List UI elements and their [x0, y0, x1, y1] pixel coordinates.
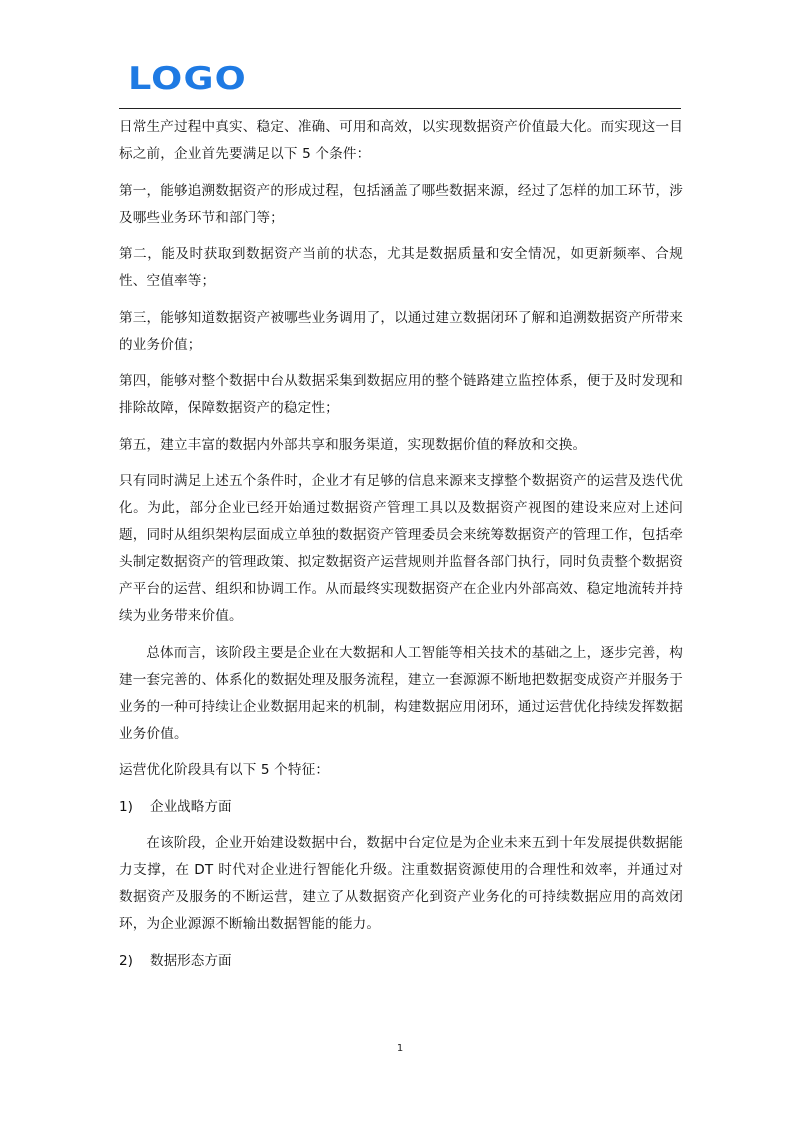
- page-number: 1: [396, 1043, 404, 1054]
- paragraph: 第四，能够对整个数据中台从数据采集到数据应用的整个链路建立监控体系，便于及时发现和排除故障，保障数据资产的稳定性；: [119, 373, 683, 416]
- paragraph: 日常生产过程中真实、稳定、准确、可用和高效，以实现数据资产价值最大化。而实现这一目标之前，企业首先要满足以下 5 个条件：: [119, 119, 683, 162]
- paragraph: 只有同时满足上述五个条件时，企业才有足够的信息来源来支撑整个数据资产的运营及迭代优化。为此，部分企业已经开始通过数据资产管理工具以及数据资产视图的建设来应对上述问题，同时从组织架构层面成立单独的数据资产管理委员会来统筹数据资产的管理工作，包括牵头制定数据资产的管理政策、拟定数据资产运营规则并监督各部门执行，同时负责整个数据资产平台的运营、组织和协调工作。从而最终实现数据资产在企业内外部高效、稳定地流转并持续为业务带来价值。: [119, 473, 683, 624]
- paragraph: 第一，能够追溯数据资产的形成过程，包括涵盖了哪些数据来源，经过了怎样的加工环节，涉及哪些业务环节和部门等；: [119, 182, 683, 226]
- list-label: 数据形态方面: [150, 952, 232, 969]
- list-item: [119, 794, 683, 821]
- logo-text: LOGO: [128, 61, 247, 97]
- paragraph: 在该阶段，企业开始建设数据中台，数据中台定位是为企业未来五到十年发展提供数据能力支撑，在 DT 时代对企业进行智能化升级。注重数据资源使用的合理性和效率，并通过对数据资产及服务的不断运营，建立了从数据资产化到资产业务化的可持续数据应用的高效闭环，为企业源源不断输出数据智能的能力。: [119, 835, 683, 932]
- document-body: [119, 114, 683, 984]
- list-label: 企业战略方面: [150, 798, 232, 815]
- list-number: 1): [119, 798, 133, 815]
- header-divider: [119, 108, 681, 109]
- list-number: 2): [119, 952, 133, 969]
- paragraph: 总体而言，该阶段主要是企业在大数据和人工智能等相关技术的基础之上，逐步完善，构建一套完善的、体系化的数据处理及服务流程，建立一套源源不断地把数据变成资产并服务于业务的一种可持续让企业数据用起来的机制，构建数据应用闭环，通过运营优化持续发挥数据业务价值。: [119, 644, 683, 742]
- paragraph: 第三，能够知道数据资产被哪些业务调用了，以通过建立数据闭环了解和追溯数据资产所带来的业务价值；: [119, 309, 683, 353]
- list-item: [119, 948, 683, 975]
- paragraph: 第五，建立丰富的数据内外部共享和服务渠道，实现数据价值的释放和交换。: [119, 436, 587, 453]
- paragraph: 运营优化阶段具有以下 5 个特征：: [119, 762, 330, 778]
- logo: [128, 61, 247, 97]
- paragraph: 第二，能及时获取到数据资产当前的状态，尤其是数据质量和安全情况，如更新频率、合规性、空值率等；: [119, 246, 683, 289]
